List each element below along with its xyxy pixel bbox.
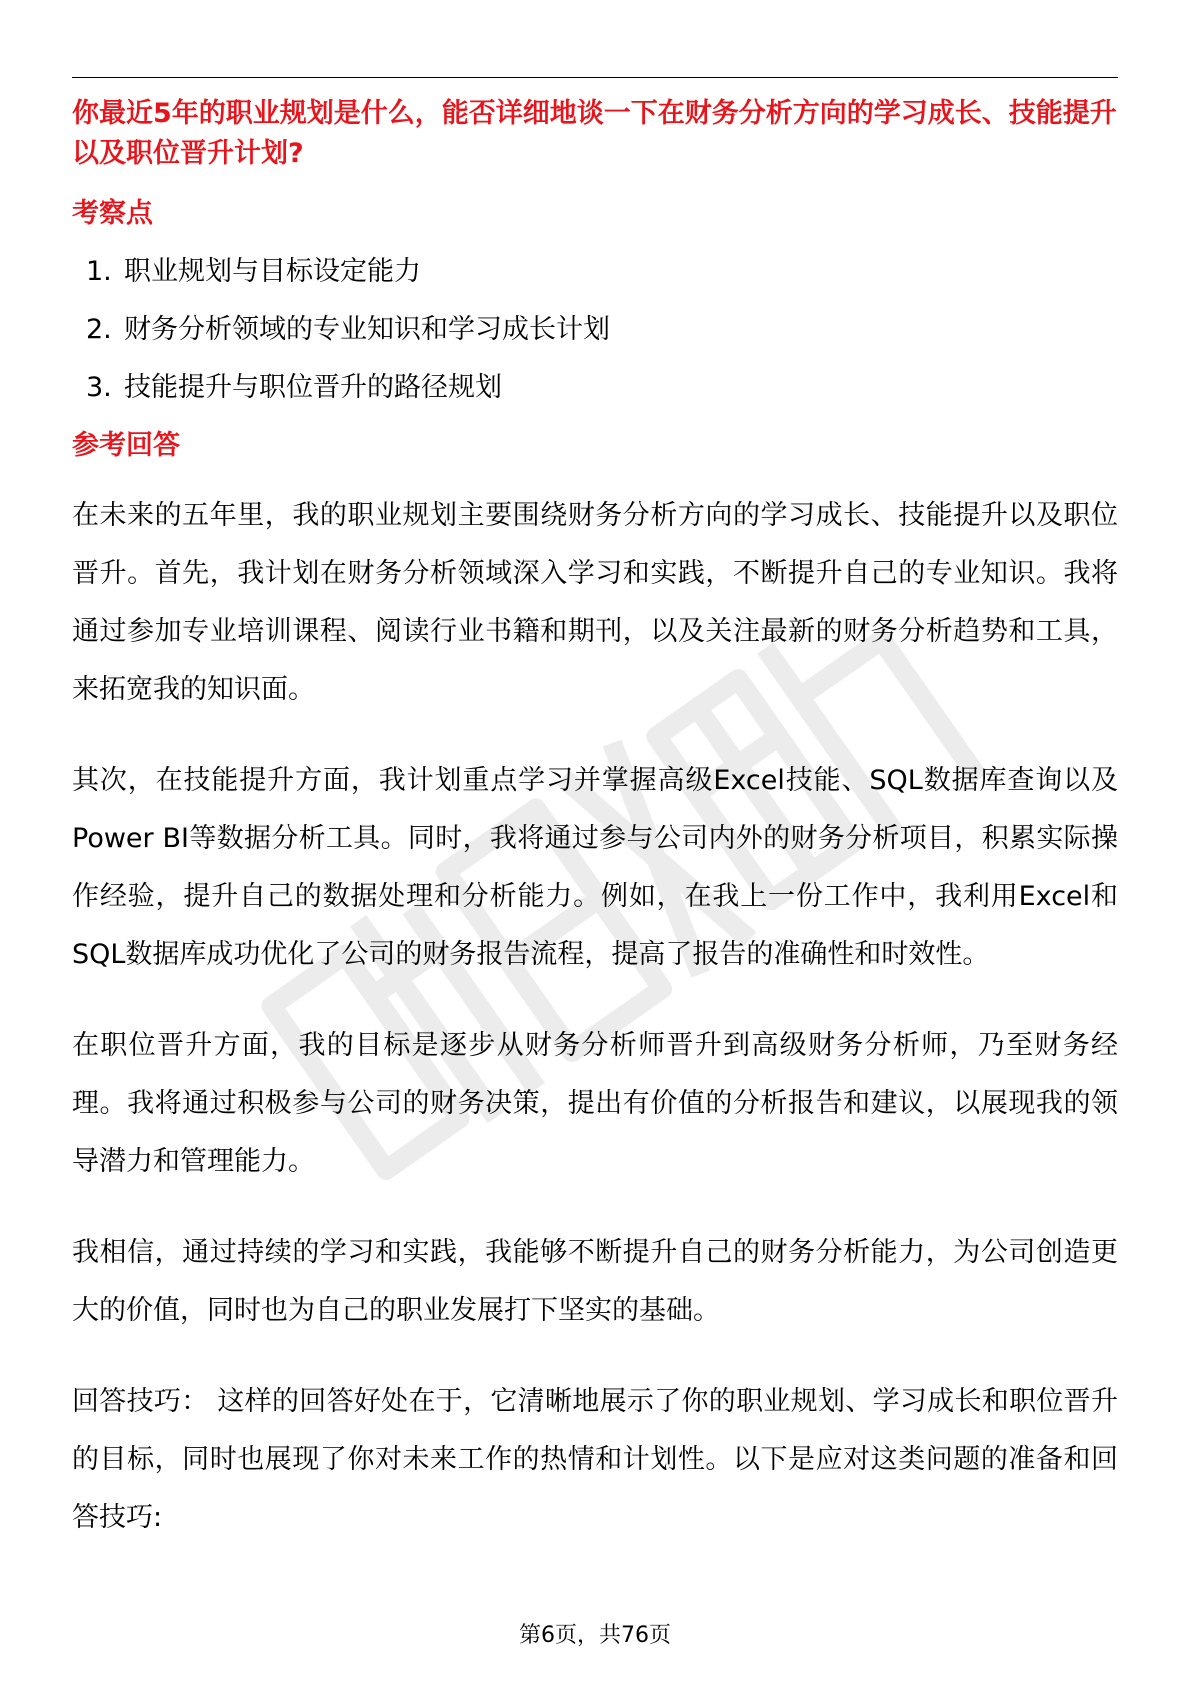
list-item-text: 职业规划与目标设定能力 (124, 256, 421, 287)
list-item-number: 3. (86, 372, 112, 403)
answer-paragraph: 其次，在技能提升方面，我计划重点学习并掌握高级Excel技能、SQL数据库查询以及Power BI等数据分析工具。同时，我将通过参与公司内外的财务分析项目，积累实际操作经验，提升自己的数据处理和分析能力。例如，在我上一份工作中，我利用Excel和SQL数据库成功优化了公司的财务报告流程，提高了报告的准确性和时效性。 (72, 765, 1118, 970)
question-title: 你最近5年的职业规划是什么，能否详细地谈一下在财务分析方向的学习成长、技能提升以及职位晋升计划? (72, 98, 1117, 169)
list-item (72, 310, 1118, 350)
list-item-text: 财务分析领域的专业知识和学习成长计划 (124, 314, 610, 345)
page-number: 第6页，共76页 (519, 1623, 671, 1648)
list-item-number: 2. (86, 314, 112, 345)
list-item (72, 368, 1118, 408)
list-item-text: 技能提升与职位晋升的路径规划 (124, 372, 502, 403)
list-item-number: 1. (86, 256, 112, 287)
document-body (72, 94, 1118, 1547)
answer-paragraph: 在未来的五年里，我的职业规划主要围绕财务分析方向的学习成长、技能提升以及职位晋升。首先，我计划在财务分析领域深入学习和实践，不断提升自己的专业知识。我将通过参加专业培训课程、阅读行业书籍和期刊，以及关注最新的财务分析趋势和工具，来拓宽我的知识面。 (72, 500, 1118, 705)
list-item (72, 252, 1118, 292)
points-heading: 考察点 (72, 198, 153, 229)
answer-tips-paragraph: 回答技巧： 这样的回答好处在于，它清晰地展示了你的职业规划、学习成长和职位晋升的目标，同时也展现了你对未来工作的热情和计划性。以下是应对这类问题的准备和回答技巧: (72, 1386, 1118, 1533)
answer-heading: 参考回答 (72, 430, 180, 461)
points-list (72, 252, 1118, 408)
header-rule (72, 77, 1118, 78)
answer-paragraph: 在职位晋升方面，我的目标是逐步从财务分析师晋升到高级财务分析师，乃至财务经理。我将通过积极参与公司的财务决策，提出有价值的分析报告和建议，以展现我的领导潜力和管理能力。 (72, 1030, 1118, 1177)
answer-paragraph: 我相信，通过持续的学习和实践，我能够不断提升自己的财务分析能力，为公司创造更大的价值，同时也为自己的职业发展打下坚实的基础。 (72, 1237, 1118, 1326)
